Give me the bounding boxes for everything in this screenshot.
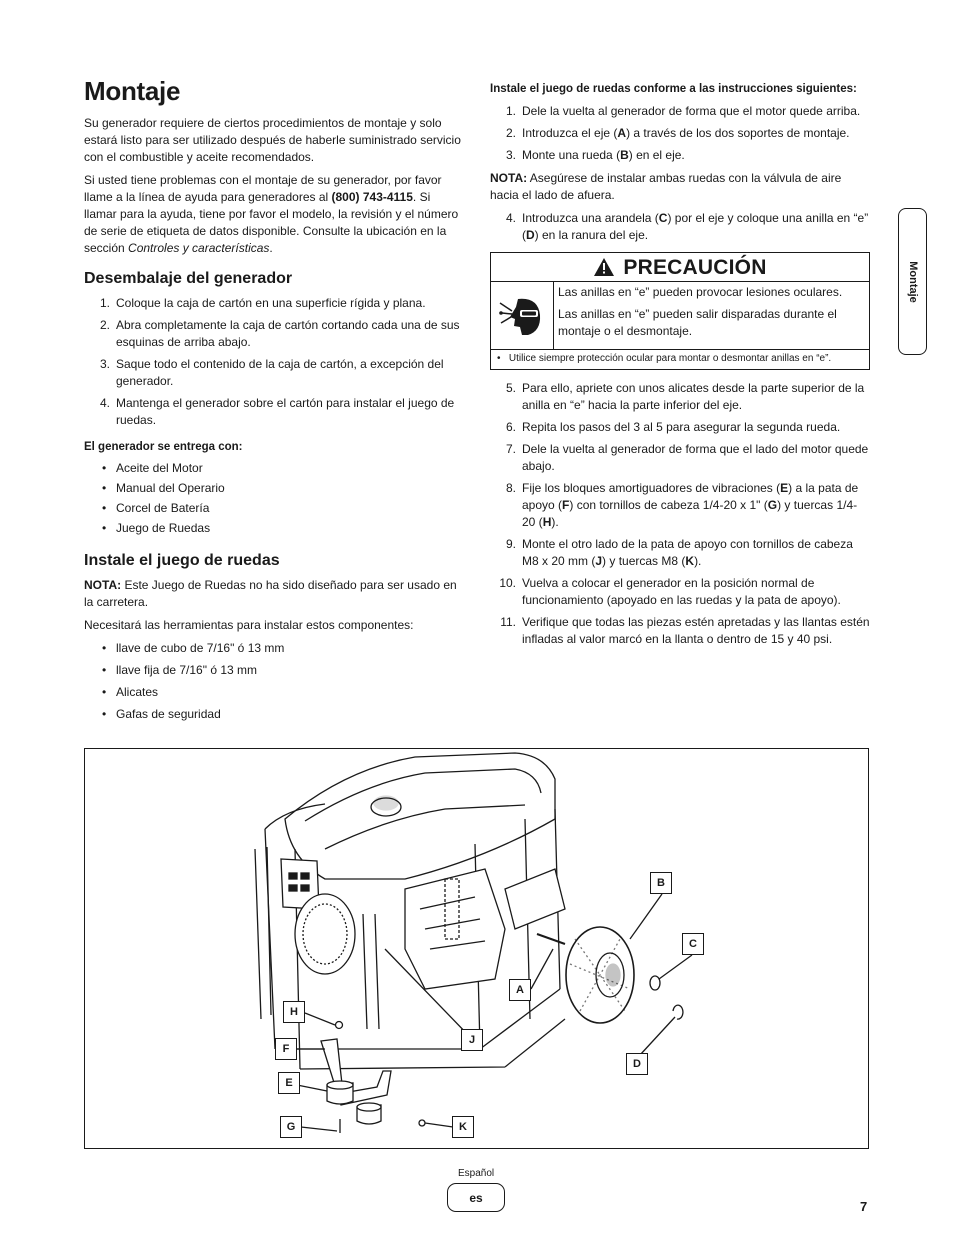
generator-assembly-illustration — [85, 749, 870, 1150]
install-step: 8. Fije los bloques amortiguadores de vibraciones (E) a la pata de apoyo (F) con tornillos de cabeza 1/4-20 x 1" (G) y tuercas 1/4-20 (H). — [505, 481, 859, 529]
section-reference: Controles y características — [128, 241, 270, 255]
intro-paragraph: Su generador requiere de ciertos procedimientos de montaje y solo estará listo para ser utilizado después de haberle suministrado servicio con el combustible y aceite recomendados. — [84, 116, 461, 164]
warning-triangle-icon — [593, 257, 615, 277]
list-item: • Aceite del Motor — [102, 461, 203, 475]
install-step: 9. Monte el otro lado de la pata de apoyo con tornillos de cabeza M8 x 20 mm (J) y tuercas M8 (K). — [505, 537, 853, 568]
wheels-heading: Instale el juego de ruedas — [84, 552, 280, 569]
list-item: • Gafas de seguridad — [102, 707, 221, 721]
install-step: 4. Introduzca una arandela (C) por el eje y coloque una anilla en “e” (D) en la ranura del eje. — [505, 211, 869, 242]
install-step: 10. Vuelva a colocar el generador en la posición normal de funcionamiento (apoyado en las ruedas y la pata de apoyo). — [499, 576, 841, 607]
list-item: • Manual del Operario — [102, 481, 225, 495]
install-step: 7. Dele la vuelta al generador de forma que el lado del motor quede abajo. — [505, 442, 869, 473]
install-note: NOTA: Asegúrese de instalar ambas ruedas con la válvula de aire hacia el lado de afuera. — [490, 171, 842, 202]
callout-E: E — [278, 1072, 300, 1094]
eye-protection-icon — [498, 293, 546, 339]
install-steps — [490, 103, 870, 164]
assembly-figure — [84, 748, 869, 1149]
callout-B: B — [650, 872, 672, 894]
callout-D: D — [626, 1053, 648, 1075]
right-column — [490, 81, 870, 654]
callout-H: H — [283, 1001, 305, 1023]
list-item: • llave fija de 7/16" ó 13 mm — [102, 663, 257, 677]
caution-bullet: • Utilice siempre protección ocular para montar o desmontar anillas en “e”. — [497, 353, 832, 364]
caution-title: PRECAUCIÓN — [623, 255, 767, 279]
install-step: 1. Dele la vuelta al generador de forma que el motor quede arriba. — [505, 104, 861, 118]
section-side-tab — [898, 208, 927, 355]
callout-C: C — [682, 933, 704, 955]
callout-G: G — [280, 1116, 302, 1138]
caution-line: Las anillas en “e” pueden provocar lesiones oculares. — [558, 285, 843, 299]
page-number: 7 — [860, 1199, 868, 1214]
install-step: 5. Para ello, apriete con unos alicates desde la parte superior de la anilla en “e” hacia la parte inferior del eje. — [505, 381, 865, 412]
contents-heading: El generador se entrega con: — [84, 441, 243, 453]
callout-F: F — [275, 1038, 297, 1060]
unpack-heading: Desembalaje del generador — [84, 270, 293, 287]
unpack-step: 1. Coloque la caja de cartón en una superficie rígida y plana. — [99, 296, 426, 310]
install-steps-cont — [490, 210, 870, 244]
install-step: 6. Repita los pasos del 3 al 5 para asegurar la segunda rueda. — [505, 420, 841, 434]
install-intro: Instale el juego de ruedas conforme a las instrucciones siguientes: — [490, 83, 857, 95]
tools-intro: Necesitará las herramientas para instalar estos componentes: — [84, 618, 414, 632]
helpline-phone: (800) 743-4115 — [331, 190, 413, 204]
caution-line: Las anillas en “e” pueden salir disparadas durante el montaje o el desmontaje. — [558, 307, 837, 338]
list-item: • llave de cubo de 7/16" ó 13 mm — [102, 641, 285, 655]
side-tab-label: Montaje — [906, 260, 919, 303]
tools-list — [84, 640, 462, 723]
unpack-step: 2. Abra completamente la caja de cartón cortando cada una de sus esquinas de arriba abajo. — [99, 318, 460, 349]
callout-A: A — [509, 979, 531, 1001]
callout-K: K — [452, 1116, 474, 1138]
page-title: Montaje — [84, 76, 181, 106]
contents-list — [84, 460, 462, 537]
list-item: • Alicates — [102, 685, 159, 699]
install-step: 2. Introduzca el eje (A) a través de los dos soportes de montaje. — [505, 126, 850, 140]
install-step: 3. Monte una rueda (B) en el eje. — [505, 148, 685, 162]
language-code-badge: es — [447, 1183, 505, 1212]
wheels-note: NOTA: Este Juego de Ruedas no ha sido diseñado para ser usado en la carretera. — [84, 578, 457, 609]
unpack-step: 3. Saque todo el contenido de la caja de cartón, a excepción del generador. — [99, 357, 444, 388]
list-item: • Juego de Ruedas — [102, 521, 211, 535]
callout-J: J — [461, 1029, 483, 1051]
install-step: 11. Verifique que todas las piezas estén apretadas y las llantas estén infladas al valor marcó en la llanta o dentro de 15 y 40 psi. — [500, 615, 870, 646]
helpline-paragraph: Si usted tiene problemas con el montaje de su generador, por favor llame a la línea de ayuda para generadores al (800) 743-4115. Si llamar para la ayuda, tiene por favor el modelo, la revisión y el número de serie de etiqueta de datos disponible. Consulte la ubicación en la sección Controles y características. — [84, 173, 459, 255]
caution-header — [491, 253, 869, 282]
unpack-step: 4. Mantenga el generador sobre el cartón para instalar el juego de ruedas. — [99, 396, 455, 427]
install-steps-final — [490, 380, 870, 648]
left-column — [84, 115, 462, 728]
language-label: Español — [458, 1168, 495, 1179]
unpack-steps — [84, 295, 462, 429]
list-item: • Corcel de Batería — [102, 501, 210, 515]
caution-box — [490, 252, 870, 370]
